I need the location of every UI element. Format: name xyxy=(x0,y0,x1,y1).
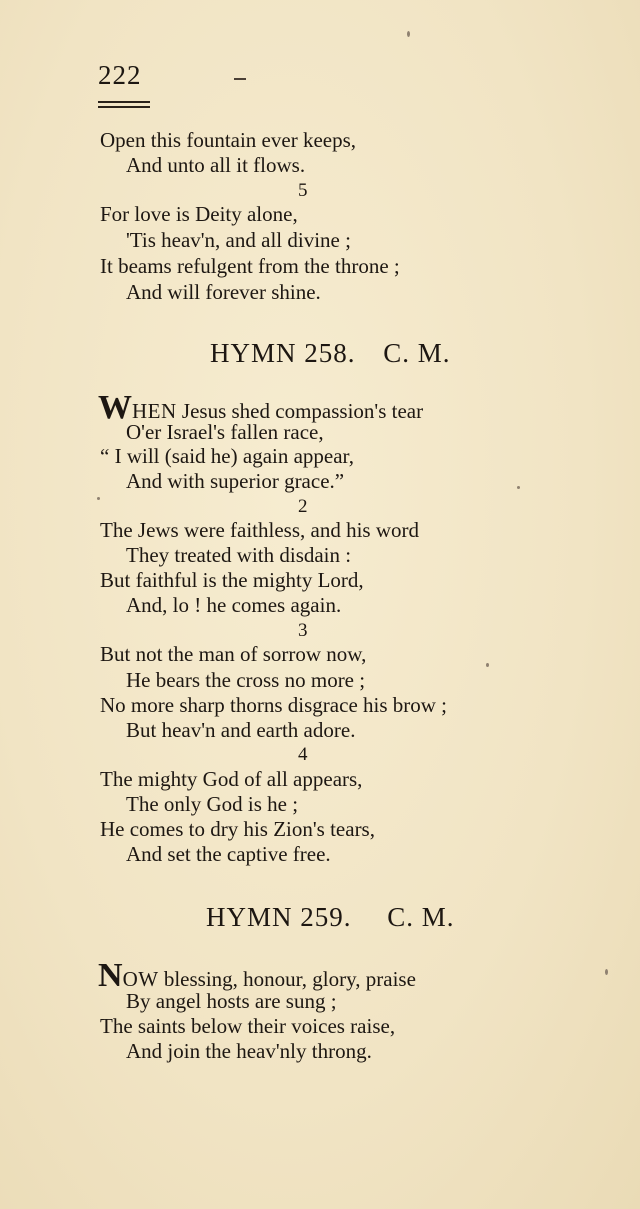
verse-line: For love is Deity alone, xyxy=(100,202,298,226)
verse-text: Jesus shed compassion's tear xyxy=(181,399,424,423)
verse-line: 'Tis heav'n, and all divine ; xyxy=(126,228,351,252)
verse-line xyxy=(98,389,424,426)
hymn-meter: C. M. xyxy=(383,338,451,368)
verse-number: 3 xyxy=(298,620,308,641)
verse-line: And with superior grace.” xyxy=(126,469,345,493)
page-number: 222 xyxy=(98,60,142,90)
verse-line: He bears the cross no more ; xyxy=(126,668,366,692)
verse-line: And, lo ! he comes again. xyxy=(126,593,342,617)
verse-line: By angel hosts are sung ; xyxy=(126,989,337,1013)
paper-speck xyxy=(486,663,489,667)
verse-line: No more sharp thorns disgrace his brow ; xyxy=(100,693,448,717)
verse-line: The mighty God of all appears, xyxy=(100,767,363,791)
verse-text: blessing, honour, glory, praise xyxy=(163,967,416,991)
paper-speck xyxy=(97,497,100,500)
header-rule-bottom xyxy=(98,106,150,108)
verse-line: But faithful is the mighty Lord, xyxy=(100,568,364,592)
hymn-259-title xyxy=(206,904,455,931)
header-rule-top xyxy=(98,101,150,103)
verse-line: And join the heav'nly throng. xyxy=(126,1039,372,1063)
drop-cap: N xyxy=(98,957,123,994)
hymn-258-title xyxy=(210,340,451,367)
verse-line: The saints below their voices raise, xyxy=(100,1014,396,1038)
hymn-meter: C. M. xyxy=(387,902,455,932)
verse-line: But heav'n and earth adore. xyxy=(126,718,356,742)
verse-line: And unto all it flows. xyxy=(126,153,306,177)
paper-speck xyxy=(407,31,410,37)
verse-line xyxy=(98,957,416,994)
printer-mark xyxy=(234,78,246,80)
first-word-rest: OW xyxy=(122,967,159,991)
verse-number: 5 xyxy=(298,180,308,201)
verse-line: He comes to dry his Zion's tears, xyxy=(100,817,375,841)
paper-speck xyxy=(605,969,608,975)
verse-line: “ I will (said he) again appear, xyxy=(100,444,354,468)
verse-line: And will forever shine. xyxy=(126,280,321,304)
first-word-rest: HEN xyxy=(132,399,177,423)
verse-line: But not the man of sorrow now, xyxy=(100,642,367,666)
drop-cap: W xyxy=(98,389,132,426)
verse-line: The Jews were faithless, and his word xyxy=(100,518,419,542)
verse-number: 4 xyxy=(298,744,308,765)
hymn-number: HYMN 259. xyxy=(206,902,352,932)
verse-number: 2 xyxy=(298,496,308,517)
verse-line: Open this fountain ever keeps, xyxy=(100,128,357,152)
verse-line: O'er Israel's fallen race, xyxy=(126,420,324,444)
hymn-number: HYMN 258. xyxy=(210,338,356,368)
verse-line: And set the captive free. xyxy=(126,842,331,866)
paper-speck xyxy=(517,486,520,489)
verse-line: It beams refulgent from the throne ; xyxy=(100,254,400,278)
verse-line: The only God is he ; xyxy=(126,792,299,816)
verse-line: They treated with disdain : xyxy=(126,543,352,567)
